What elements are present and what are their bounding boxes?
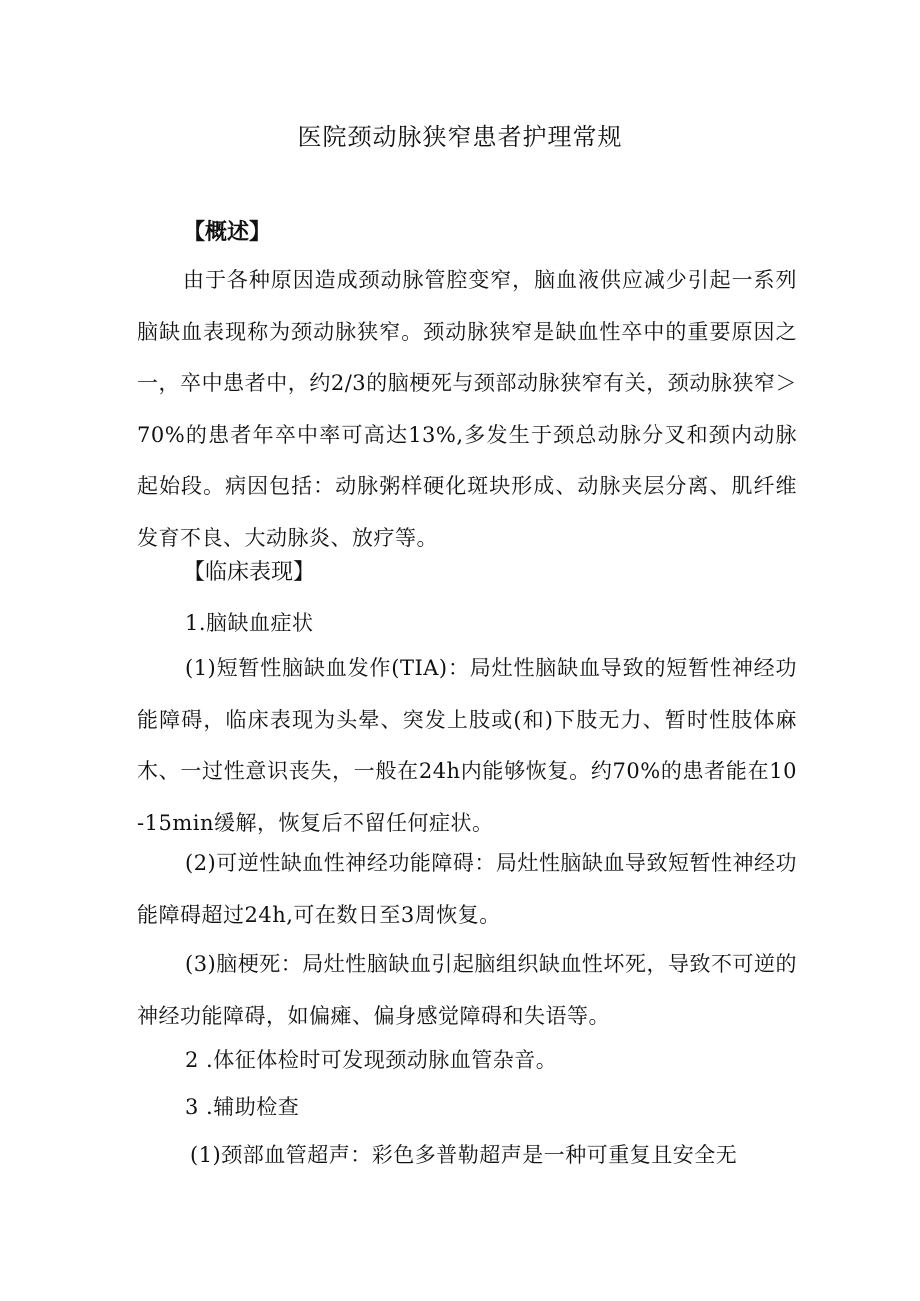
item3-sub1-text: (1)颈部血管超声：彩色多普勒超声是一种可重复且安全无 — [190, 1143, 738, 1167]
clinical-heading: 【临床表现】 — [183, 560, 316, 585]
item1-heading: 1.脑缺血症状 — [185, 611, 314, 635]
item1-sub1-paragraph: (1)短暂性脑缺血发作(TIA)：局灶性脑缺血导致的短暂性神经功能障碍，临床表现为头晕、突发上肢或(和)下肢无力、暂时性肢体麻木、一过性意识丧失，一般在24h内能够恢复。约70%的患者能在10-15min缓解，恢复后不留任何症状。 — [137, 656, 797, 835]
item3-heading: 3 .辅助检查 — [185, 1095, 300, 1119]
overview-paragraph: 由于各种原因造成颈动脉管腔变窄，脑血液供应减少引起一系列脑缺血表现称为颈动脉狭窄。颈动脉狭窄是缺血性卒中的重要原因之一，卒中患者中，约2/3的脑梗死与颈部动脉狭窄有关，颈动脉狭窄＞70%的患者年卒中率可高达13%,多发生于颈总动脉分叉和颈内动脉起始段。病因包括：动脉粥样硬化斑块形成、动脉夹层分离、肌纤维发育不良、大动脉炎、放疗等。 — [137, 268, 797, 550]
item1-sub3-paragraph: (3)脑梗死：局灶性脑缺血引起脑组织缺血性坏死，导致不可逆的神经功能障碍，如偏瘫、偏身感觉障碍和失语等。 — [137, 952, 797, 1028]
overview-heading: 【概述】 — [183, 219, 272, 245]
document-title: 医院颈动脉狭窄患者护理常规 — [297, 123, 623, 151]
item1-sub2-paragraph: (2)可逆性缺血性神经功能障碍：局灶性脑缺血导致短暂性神经功能障碍超过24h,可在数日至3周恢复。 — [137, 851, 797, 927]
item2-text: 2 .体征体检时可发现颈动脉血管杂音。 — [185, 1048, 558, 1072]
